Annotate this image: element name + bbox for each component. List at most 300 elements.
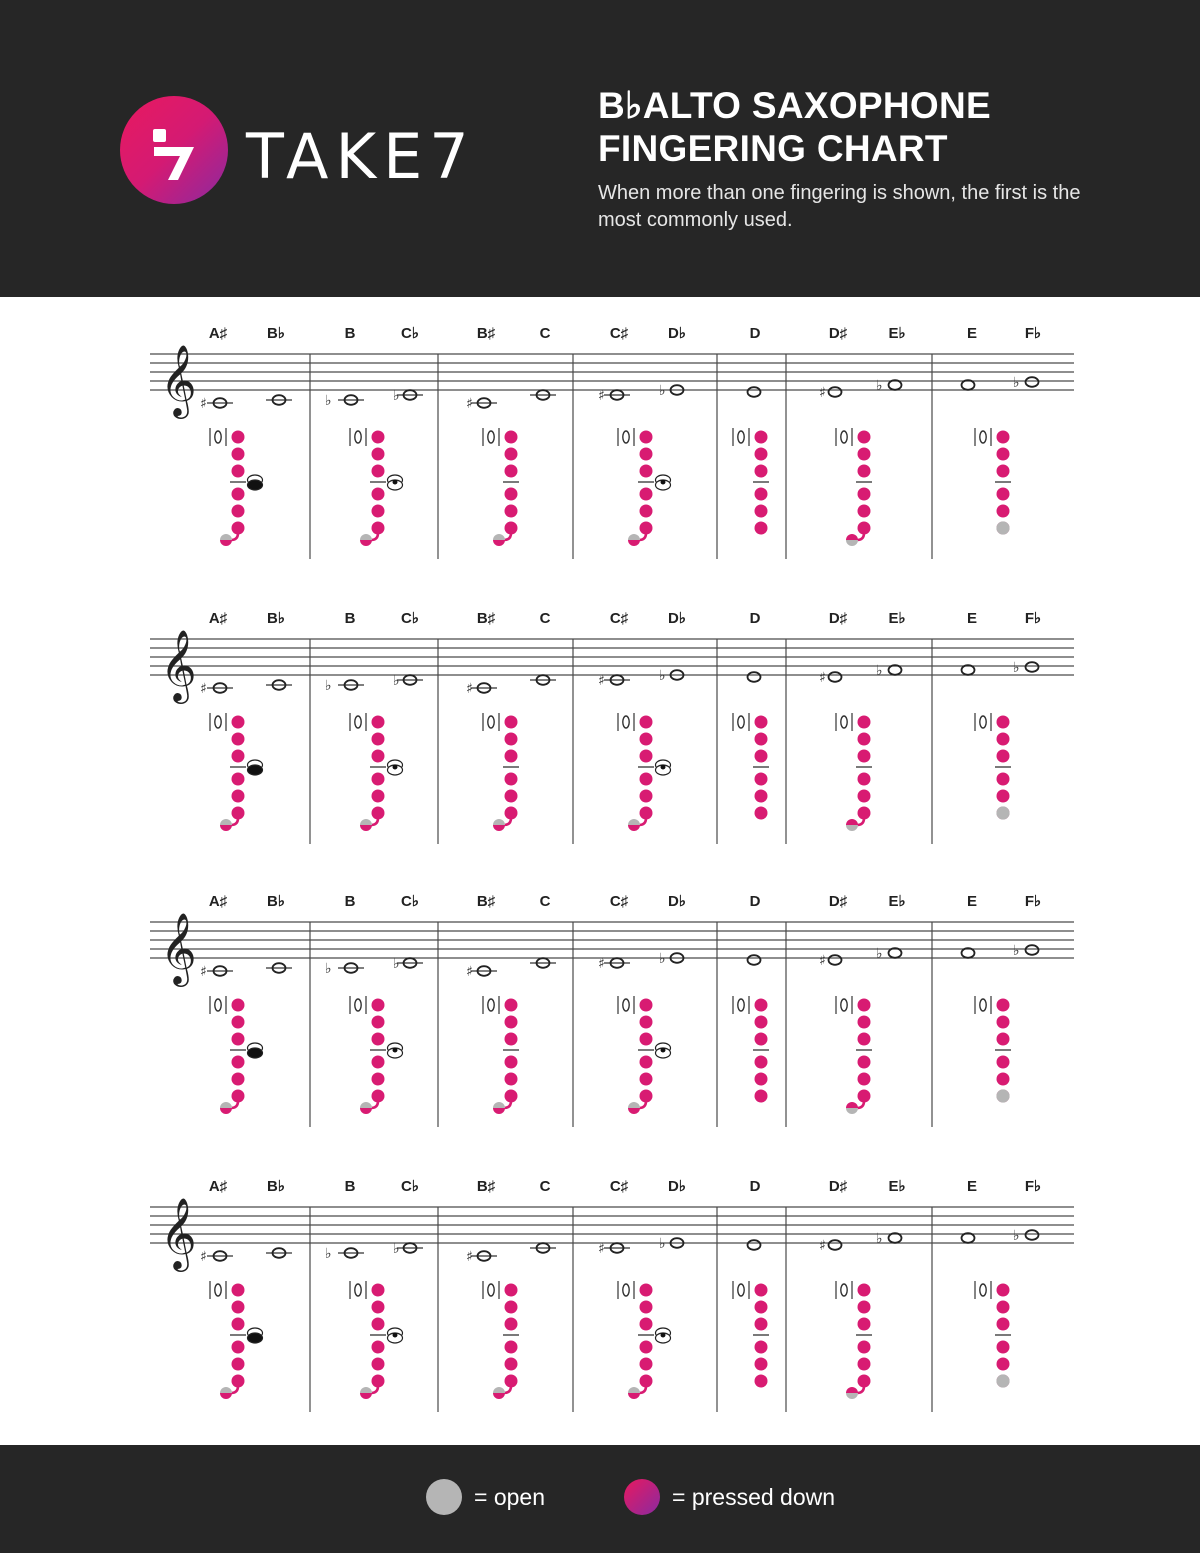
- note-label: A♯: [208, 325, 228, 342]
- octave-key-icon: [980, 1284, 986, 1296]
- side-key-icon: [248, 1048, 263, 1058]
- low-key-half: [493, 1102, 505, 1108]
- octave-key-icon: [488, 999, 494, 1011]
- pressed-key: [755, 750, 768, 763]
- pressed-key: [755, 1375, 768, 1388]
- pressed-key: [640, 1318, 653, 1331]
- note-label: A♯: [208, 610, 228, 627]
- low-key-half: [846, 534, 858, 540]
- pressed-key: [858, 790, 871, 803]
- accidental-sign: ♯: [819, 385, 826, 401]
- pressed-key: [997, 505, 1010, 518]
- side-key-dot: [393, 1048, 398, 1053]
- pressed-key: [858, 1318, 871, 1331]
- pressed-key: [232, 465, 245, 478]
- low-key-half: [628, 1387, 640, 1393]
- pressed-key: [997, 1033, 1010, 1046]
- pressed-key: [997, 1318, 1010, 1331]
- accidental-sign: ♭: [325, 678, 332, 694]
- pressed-key: [640, 716, 653, 729]
- pressed-key: [755, 773, 768, 786]
- side-key-icon: [248, 765, 263, 775]
- pressed-key: [858, 1090, 871, 1103]
- pressed-key: [640, 431, 653, 444]
- pressed-key: [755, 999, 768, 1012]
- octave-key-icon: [980, 716, 986, 728]
- pressed-key: [372, 807, 385, 820]
- accidental-sign: ♯: [598, 1241, 605, 1257]
- pressed-key: [858, 1358, 871, 1371]
- low-key-half: [220, 819, 232, 825]
- pressed-key: [232, 1375, 245, 1388]
- low-key-half: [360, 540, 372, 546]
- pressed-key: [232, 716, 245, 729]
- low-key-hook: [504, 1101, 511, 1108]
- pressed-key: [232, 1318, 245, 1331]
- octave-key-icon: [841, 431, 847, 443]
- low-key-hook: [504, 818, 511, 825]
- low-key-half: [360, 1102, 372, 1108]
- pressed-key: [505, 790, 518, 803]
- note-head: [1026, 662, 1039, 672]
- note-label: C: [539, 325, 551, 342]
- pressed-key: [640, 1341, 653, 1354]
- low-key-hook: [857, 533, 864, 540]
- note-head: [748, 387, 761, 397]
- accidental-sign: ♭: [659, 951, 666, 967]
- low-key-half: [360, 1108, 372, 1114]
- octave-key-icon: [623, 431, 629, 443]
- pressed-key: [755, 488, 768, 501]
- pressed-key: [755, 716, 768, 729]
- octave-key-icon: [215, 716, 221, 728]
- octave-key-icon: [355, 1284, 361, 1296]
- pressed-key: [858, 716, 871, 729]
- octave-key-icon: [215, 1284, 221, 1296]
- pressed-key: [372, 448, 385, 461]
- pressed-key: [640, 1358, 653, 1371]
- pressed-key: [372, 1056, 385, 1069]
- pressed-key: [858, 773, 871, 786]
- pressed-key: [232, 790, 245, 803]
- open-key: [996, 521, 1009, 534]
- note-label: B: [344, 325, 356, 342]
- pressed-key: [755, 1016, 768, 1029]
- note-label: A♯: [208, 1178, 228, 1195]
- pressed-key: [858, 733, 871, 746]
- accidental-sign: ♭: [659, 383, 666, 399]
- note-label: C♯: [609, 1178, 629, 1195]
- low-key-hook: [371, 1386, 378, 1393]
- pressed-key: [505, 773, 518, 786]
- pressed-key: [755, 1056, 768, 1069]
- pressed-key: [372, 773, 385, 786]
- pressed-key: [755, 1318, 768, 1331]
- pressed-key: [858, 1341, 871, 1354]
- note-label: B: [344, 1178, 356, 1195]
- pressed-key: [232, 750, 245, 763]
- pressed-key: [372, 1090, 385, 1103]
- pressed-key: [505, 505, 518, 518]
- note-label: C: [539, 610, 551, 627]
- note-label: C♭: [401, 1178, 419, 1195]
- note-label: B♯: [476, 1178, 496, 1195]
- low-key-hook: [371, 818, 378, 825]
- low-key-hook: [371, 533, 378, 540]
- pressed-key: [858, 999, 871, 1012]
- pressed-key: [372, 716, 385, 729]
- note-label: B♭: [267, 325, 285, 342]
- pressed-key: [755, 1090, 768, 1103]
- pressed-key: [640, 773, 653, 786]
- pressed-key: [997, 465, 1010, 478]
- note-label: B: [344, 893, 356, 910]
- note-label: B♯: [476, 610, 496, 627]
- pressed-key: [505, 716, 518, 729]
- side-key-dot: [393, 480, 398, 485]
- pressed-key: [372, 1341, 385, 1354]
- pressed-key: [372, 733, 385, 746]
- side-key-dot: [393, 1333, 398, 1338]
- accidental-sign: ♯: [819, 670, 826, 686]
- low-key-hook: [639, 1101, 646, 1108]
- low-key-hook: [504, 533, 511, 540]
- low-key-hook: [639, 1386, 646, 1393]
- octave-key-icon: [623, 716, 629, 728]
- pressed-key: [232, 522, 245, 535]
- note-label: C♯: [609, 893, 629, 910]
- accidental-sign: ♭: [1013, 375, 1020, 391]
- accidental-sign: ♯: [466, 1249, 473, 1265]
- low-key-half: [493, 1387, 505, 1393]
- low-key-hook: [639, 533, 646, 540]
- accidental-sign: ♯: [598, 673, 605, 689]
- low-key-hook: [231, 818, 238, 825]
- pressed-key: [372, 1318, 385, 1331]
- pressed-key: [755, 1301, 768, 1314]
- accidental-sign: ♭: [1013, 660, 1020, 676]
- pressed-key: [997, 431, 1010, 444]
- pressed-key: [505, 1301, 518, 1314]
- note-head: [1026, 945, 1039, 955]
- pressed-key: [755, 1284, 768, 1297]
- fingering-row: [150, 610, 1074, 844]
- fingering-row: [150, 1178, 1074, 1412]
- pressed-key: [640, 807, 653, 820]
- low-key-half: [493, 1393, 505, 1399]
- pressed-key: [505, 1056, 518, 1069]
- accidental-sign: ♯: [598, 388, 605, 404]
- note-label: D: [749, 893, 761, 910]
- pressed-key: [372, 1073, 385, 1086]
- note-head: [829, 387, 842, 397]
- note-head: [889, 1233, 902, 1243]
- pressed-key: [640, 522, 653, 535]
- pressed-key: [505, 1284, 518, 1297]
- open-key: [996, 806, 1009, 819]
- octave-key-icon: [841, 999, 847, 1011]
- pressed-key: [858, 1375, 871, 1388]
- note-label: D♯: [828, 1178, 848, 1195]
- pressed-key: [640, 488, 653, 501]
- low-key-half: [493, 534, 505, 540]
- pressed-key: [640, 1073, 653, 1086]
- note-label: B♯: [476, 893, 496, 910]
- pressed-key: [372, 505, 385, 518]
- octave-key-icon: [738, 1284, 744, 1296]
- pressed-key: [505, 522, 518, 535]
- note-label: C♯: [609, 610, 629, 627]
- octave-key-icon: [355, 431, 361, 443]
- low-key-half: [846, 1393, 858, 1399]
- pressed-key: [858, 1301, 871, 1314]
- note-label: D♭: [668, 1178, 686, 1195]
- pressed-key: [640, 1284, 653, 1297]
- pressed-key: [640, 1090, 653, 1103]
- accidental-sign: ♭: [876, 1231, 883, 1247]
- note-head: [889, 948, 902, 958]
- accidental-sign: ♯: [466, 396, 473, 412]
- treble-clef-icon: 𝄞: [160, 343, 197, 416]
- pressed-key: [858, 807, 871, 820]
- low-key-half: [493, 540, 505, 546]
- pressed-key: [232, 1341, 245, 1354]
- octave-key-icon: [623, 1284, 629, 1296]
- low-key-half: [628, 825, 640, 831]
- treble-clef-icon: 𝄞: [160, 911, 197, 984]
- pressed-key: [232, 448, 245, 461]
- side-key-dot: [661, 765, 666, 770]
- pressed-key: [997, 790, 1010, 803]
- pressed-key: [640, 1016, 653, 1029]
- octave-key-icon: [623, 999, 629, 1011]
- note-label: D♭: [668, 610, 686, 627]
- pressed-key: [997, 773, 1010, 786]
- low-key-half: [360, 534, 372, 540]
- accidental-sign: ♭: [393, 1241, 400, 1257]
- note-head: [829, 955, 842, 965]
- accidental-sign: ♭: [876, 946, 883, 962]
- pressed-key: [372, 522, 385, 535]
- pressed-key: [505, 465, 518, 478]
- footer-legend: [0, 1445, 1200, 1553]
- low-key-half: [846, 1108, 858, 1114]
- pressed-key: [755, 790, 768, 803]
- pressed-key: [505, 1318, 518, 1331]
- low-key-half: [220, 540, 232, 546]
- pressed-key: [755, 1341, 768, 1354]
- note-head: [748, 672, 761, 682]
- pressed-key: [232, 1033, 245, 1046]
- treble-clef-icon: 𝄞: [160, 628, 197, 701]
- low-key-hook: [857, 1101, 864, 1108]
- pressed-key: [232, 1073, 245, 1086]
- page-title-line-1: B♭ALTO SAXOPHONE: [598, 85, 991, 126]
- accidental-sign: ♭: [659, 668, 666, 684]
- pressed-key: [997, 1358, 1010, 1371]
- pressed-key: [505, 1090, 518, 1103]
- low-key-half: [220, 825, 232, 831]
- low-key-half: [493, 825, 505, 831]
- pressed-key: [997, 716, 1010, 729]
- note-label: B♭: [267, 1178, 285, 1195]
- pressed-key: [858, 431, 871, 444]
- open-key-icon: [426, 1479, 462, 1515]
- treble-clef-icon: 𝄞: [160, 1196, 197, 1269]
- pressed-key: [640, 750, 653, 763]
- accidental-sign: ♭: [1013, 1228, 1020, 1244]
- octave-key-icon: [488, 1284, 494, 1296]
- pressed-key: [505, 1073, 518, 1086]
- pressed-key: [858, 750, 871, 763]
- side-key-dot: [661, 1048, 666, 1053]
- accidental-sign: ♭: [1013, 943, 1020, 959]
- pressed-key: [997, 733, 1010, 746]
- note-label: D♯: [828, 610, 848, 627]
- pressed-key: [372, 1284, 385, 1297]
- pressed-key: [755, 1073, 768, 1086]
- pressed-key: [232, 1358, 245, 1371]
- note-label: F♭: [1024, 1178, 1042, 1195]
- low-key-hook: [231, 1386, 238, 1393]
- pressed-key: [755, 465, 768, 478]
- note-label: B♭: [267, 610, 285, 627]
- pressed-key: [232, 1301, 245, 1314]
- octave-key-icon: [215, 431, 221, 443]
- open-key: [996, 1374, 1009, 1387]
- pressed-key: [505, 488, 518, 501]
- pressed-key: [997, 999, 1010, 1012]
- pressed-key: [755, 522, 768, 535]
- note-head: [962, 1233, 975, 1243]
- accidental-sign: ♯: [819, 1238, 826, 1254]
- pressed-key: [372, 431, 385, 444]
- pressed-key: [505, 1375, 518, 1388]
- pressed-key: [505, 807, 518, 820]
- pressed-key: [640, 448, 653, 461]
- pressed-key: [232, 488, 245, 501]
- note-label: C♭: [401, 325, 419, 342]
- side-key-icon: [248, 480, 263, 490]
- note-head: [889, 665, 902, 675]
- low-key-half: [360, 825, 372, 831]
- low-key-half: [846, 825, 858, 831]
- note-head: [962, 948, 975, 958]
- low-key-half: [360, 1387, 372, 1393]
- low-key-hook: [504, 1386, 511, 1393]
- pressed-key-icon: [624, 1479, 660, 1515]
- low-key-half: [493, 1108, 505, 1114]
- accidental-sign: ♯: [466, 681, 473, 697]
- low-key-half: [628, 819, 640, 825]
- note-label: D♯: [828, 325, 848, 342]
- note-head: [748, 955, 761, 965]
- note-label: E: [966, 893, 978, 910]
- pressed-key: [640, 465, 653, 478]
- note-label: D: [749, 325, 761, 342]
- pressed-key: [755, 505, 768, 518]
- low-key-half: [628, 534, 640, 540]
- pressed-key: [372, 999, 385, 1012]
- octave-key-icon: [980, 999, 986, 1011]
- pressed-key: [858, 1016, 871, 1029]
- pressed-key: [372, 1358, 385, 1371]
- legend-open: [426, 1477, 545, 1517]
- low-key-half: [360, 819, 372, 825]
- low-key-half: [628, 1393, 640, 1399]
- pressed-key: [997, 1301, 1010, 1314]
- pressed-key: [505, 999, 518, 1012]
- pressed-key: [505, 750, 518, 763]
- note-label: E♭: [888, 325, 906, 342]
- pressed-key: [858, 522, 871, 535]
- accidental-sign: ♭: [325, 961, 332, 977]
- pressed-key: [232, 807, 245, 820]
- pressed-key: [372, 1033, 385, 1046]
- accidental-sign: ♯: [819, 953, 826, 969]
- note-head: [748, 1240, 761, 1250]
- pressed-key: [232, 1056, 245, 1069]
- low-key-hook: [857, 818, 864, 825]
- low-key-hook: [857, 1386, 864, 1393]
- octave-key-icon: [738, 716, 744, 728]
- accidental-sign: ♭: [393, 388, 400, 404]
- pressed-key: [640, 505, 653, 518]
- note-label: F♭: [1024, 893, 1042, 910]
- octave-key-icon: [355, 999, 361, 1011]
- low-key-hook: [371, 1101, 378, 1108]
- note-label: E♭: [888, 1178, 906, 1195]
- pressed-key: [755, 431, 768, 444]
- pressed-key: [505, 733, 518, 746]
- note-head: [1026, 377, 1039, 387]
- note-label: E: [966, 325, 978, 342]
- pressed-key: [505, 1033, 518, 1046]
- note-label: B: [344, 610, 356, 627]
- octave-key-icon: [215, 999, 221, 1011]
- accidental-sign: ♭: [393, 673, 400, 689]
- low-key-hook: [639, 818, 646, 825]
- low-key-half: [628, 1102, 640, 1108]
- accidental-sign: ♯: [200, 681, 207, 697]
- pressed-key: [372, 1016, 385, 1029]
- pressed-key: [997, 1284, 1010, 1297]
- title-block: [598, 84, 1158, 234]
- pressed-key: [858, 1056, 871, 1069]
- note-head: [829, 1240, 842, 1250]
- note-head: [962, 665, 975, 675]
- pressed-key: [232, 773, 245, 786]
- pressed-key: [997, 1056, 1010, 1069]
- pressed-key: [640, 1056, 653, 1069]
- header: [0, 0, 1200, 297]
- note-label: E♭: [888, 610, 906, 627]
- pressed-key: [232, 431, 245, 444]
- pressed-key: [640, 999, 653, 1012]
- pressed-key: [997, 488, 1010, 501]
- fingering-row: [150, 325, 1074, 559]
- accidental-sign: ♭: [659, 1236, 666, 1252]
- pressed-key: [505, 1016, 518, 1029]
- pressed-key: [640, 733, 653, 746]
- low-key-half: [220, 1387, 232, 1393]
- note-label: D♭: [668, 325, 686, 342]
- pressed-key: [997, 1016, 1010, 1029]
- low-key-half: [220, 1102, 232, 1108]
- octave-key-icon: [980, 431, 986, 443]
- pressed-key: [640, 790, 653, 803]
- pressed-key: [640, 1033, 653, 1046]
